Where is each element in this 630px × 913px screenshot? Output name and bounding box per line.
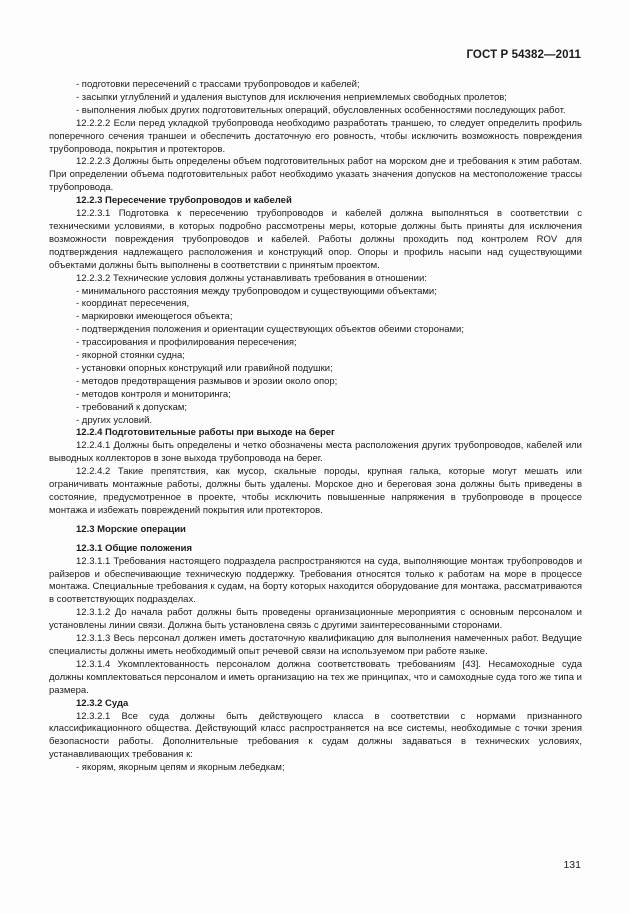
standard-header: ГОСТ Р 54382—2011 xyxy=(466,49,581,61)
section-heading: 12.2.4 Подготовительные работы при выходе на берег xyxy=(76,427,336,439)
paragraph: 12.2.4.2 Такие препятствия, как мусор, скальные породы, крупная галька, которые могут мешать или ограничивать монтажные работы, должны быть удалены. Морское дно и береговая зона должны быть приведены в состояние, предусмотренное в проекте, чтобы исключить повышенные напряжения в трубопроводе в процессе монтажа и избежать повреждений покрытия или протекторов. xyxy=(49,466,582,516)
list-item: - методов контроля и мониторинга; xyxy=(76,388,231,400)
paragraph: 12.3.2.1 Все суда должны быть действующего класса в соответствии с нормами признанного классификационного общества. Действующий класс распространяется на все системы, необходимые с точки зрения безопасности работы. Дополнительные требования к судам должны задаваться в технических условиях, устанавливающих требования к: xyxy=(49,710,582,761)
section-heading: 12.3.2 Суда xyxy=(76,697,129,709)
paragraph: 12.2.2.2 Если перед укладкой трубопровода необходимо разработать траншею, то следует определить профиль поперечного сечения траншеи и обеспечить достаточную его ровность, чтобы исключить возможность повреждения трубопровода, покрытия и протекторов. xyxy=(49,117,582,155)
section-heading: 12.3 Морские операции xyxy=(76,523,186,535)
list-item: - маркировки имеющегося объекта; xyxy=(76,311,233,323)
list-item: - минимального расстояния между трубопроводом и существующими объектами; xyxy=(76,285,437,297)
list-item: - методов предотвращения размывов и эрозии около опор; xyxy=(76,375,338,387)
paragraph: 12.3.1.2 До начала работ должны быть проведены организационные мероприятия с основным персоналом и установлены линии связи. Должна быть установлена связь с другими заинтересованными сторонами. xyxy=(49,607,582,632)
paragraph: 12.3.1.1 Требования настоящего подраздела распространяются на суда, выполняющие монтаж трубопроводов и райзеров и обеспечивающие техническую поддержку. Требования относятся только к работам на море в процессе монтажа. Специальные требования к судам, на борту которых находится оборудование для монтажа, рассматриваются в соответствующих подразделах. xyxy=(49,555,582,606)
section-heading: 12.3.1 Общие положения xyxy=(76,542,192,554)
paragraph: 12.3.1.3 Весь персонал должен иметь достаточную квалификацию для выполнения намеченных работ. Ведущие специалисты должны иметь необходимый опыт речевой связи на используемом при работе языке. xyxy=(49,633,582,657)
list-item: - требований к допускам; xyxy=(76,401,188,413)
list-item: - координат пересечения, xyxy=(76,298,190,310)
paragraph: 12.3.1.4 Укомплектованность персоналом должна соответствовать требованиям [43]. Несамоходные суда должны комплектоваться персоналом и иметь организацию на тех же принципах, что и самоходные суда того же типа и размера. xyxy=(49,658,582,696)
list-item: - выполнения любых других подготовительных операций, обусловленных особенностями последующих работ. xyxy=(76,104,566,116)
list-item: - подтверждения положения и ориентации существующих объектов обеими сторонами; xyxy=(76,324,464,336)
list-item: - трассирования и профилирования пересечения; xyxy=(76,337,297,349)
section-heading: 12.2.3 Пересечение трубопроводов и кабелей xyxy=(76,195,292,207)
document-body xyxy=(49,79,582,775)
page-number: 131 xyxy=(563,859,581,871)
list-item: - якорной стоянки судна; xyxy=(76,350,185,362)
list-item: - подготовки пересечений с трассами трубопроводов и кабелей; xyxy=(76,79,360,90)
list-item: - других условий. xyxy=(76,414,153,426)
paragraph: 12.2.3.1 Подготовка к пересечению трубопроводов и кабелей должна выполняться в соответствии с техническими условиями, в которых подробно рассмотрены меры, которые должны быть приняты для исключения возможности повреждения трубопроводов и кабелей. Работы должны проходить под контролем ROV для подтверждения надлежащего расположения и конструкций опор. Опоры и профиль насыпи над существующими объектами должны быть выполнены в соответствии с принятым проектом. xyxy=(49,208,582,271)
list-item: - якорям, якорным цепям и якорным лебедкам; xyxy=(76,762,285,774)
paragraph: 12.2.2.3 Должны быть определены объем подготовительных работ на морском дне и требования к этим работам. При определении объема подготовительных работ необходимо указать значения допусков на местоположение трассы трубопровода. xyxy=(49,156,582,194)
paragraph: 12.2.3.2 Технические условия должны устанавливать требования в отношении: xyxy=(76,272,427,284)
paragraph: 12.2.4.1 Должны быть определены и четко обозначены места расположения других трубопроводов, кабелей или выводных коллекторов в зоне выхода трубопровода на берег. xyxy=(49,440,582,465)
list-item: - засыпки углублений и удаления выступов для исключения неприемлемых свободных пролетов; xyxy=(76,91,507,103)
list-item: - установки опорных конструкций или гравийной подушки; xyxy=(76,362,333,374)
